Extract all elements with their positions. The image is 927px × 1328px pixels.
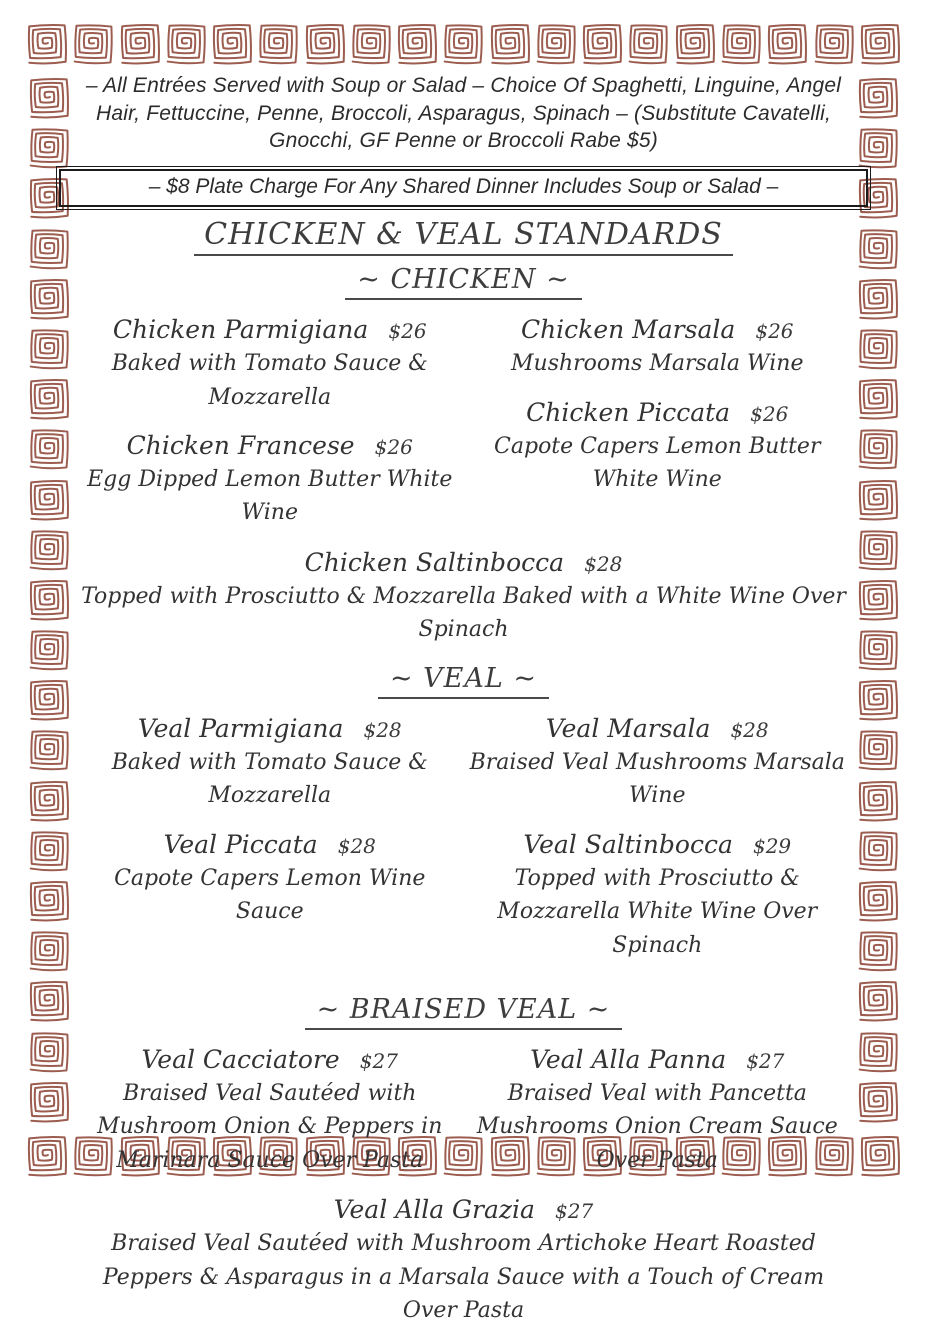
spiral-icon [25, 376, 72, 423]
menu-item-chicken-saltinbocca [76, 548, 851, 647]
spiral-icon [301, 21, 348, 68]
item-price: $28 [584, 551, 623, 576]
menu-item-veal-alla-panna [468, 1045, 848, 1177]
page-title: CHICKEN & VEAL STANDARDS [194, 217, 733, 256]
item-description: Braised Veal Mushrooms Marsala Wine [469, 749, 845, 809]
spiral-icon [23, 1133, 70, 1180]
menu-content [76, 72, 851, 1328]
chicken-right-column [464, 315, 852, 530]
item-price: $28 [363, 717, 402, 742]
spiral-icon [26, 427, 72, 473]
veal-right-column [464, 714, 852, 962]
item-description: Capote Capers Lemon Wine Sauce [114, 865, 426, 925]
spiral-icon [854, 276, 901, 323]
item-price: $26 [755, 319, 794, 344]
spiral-icon [854, 477, 901, 524]
spiral-icon [854, 878, 901, 925]
item-price: $27 [555, 1199, 594, 1224]
section-heading-braised-veal: ~ BRAISED VEAL ~ [305, 994, 623, 1030]
braised-right-column [464, 1045, 852, 1177]
item-name: Veal Cacciatore [141, 1044, 340, 1074]
item-description: Baked with Tomato Sauce & Mozzarella [111, 749, 428, 809]
decorative-border-left [24, 76, 74, 1126]
item-name: Veal Alla Panna [530, 1044, 727, 1074]
item-name: Veal Piccata [163, 829, 318, 859]
spiral-icon [854, 979, 901, 1026]
spiral-icon [116, 21, 163, 68]
braised-veal-columns [76, 1045, 851, 1177]
spiral-icon [854, 376, 901, 423]
spiral-icon [854, 1079, 901, 1126]
item-name: Chicken Parmigiana [112, 315, 369, 345]
spiral-icon [579, 21, 626, 68]
menu-item-veal-piccata [80, 830, 460, 929]
spiral-icon [855, 527, 901, 573]
menu-item-veal-parmigiana [80, 714, 460, 813]
item-name: Veal Parmigiana [137, 713, 344, 743]
spiral-icon [856, 21, 903, 68]
menu-item-chicken-piccata [468, 398, 848, 497]
spiral-icon [486, 21, 533, 68]
spiral-icon [25, 979, 72, 1026]
item-description: Baked with Tomato Sauce & Mozzarella [111, 351, 428, 410]
decorative-border-top [24, 20, 903, 70]
spiral-icon [25, 477, 72, 524]
item-description: Braised Veal Sautéed with Mushroom Onion & Peppers in Marinara Sauce Over Pasta [97, 1080, 443, 1173]
item-description: Braised Veal Sautéed with Mushroom Artichoke Heart Roasted Peppers & Asparagus in a Marsala Sauce with a Touch of Cream Over Pasta [102, 1231, 825, 1324]
menu-item-veal-cacciatore [80, 1045, 460, 1177]
spiral-icon [533, 22, 579, 68]
spiral-icon [855, 1029, 901, 1075]
veal-columns [76, 714, 851, 962]
spiral-icon [26, 829, 72, 875]
spiral-icon [26, 226, 72, 272]
item-name: Veal Alla Grazia [333, 1195, 535, 1225]
spiral-icon [855, 829, 901, 875]
spiral-icon [26, 728, 72, 774]
item-price: $26 [374, 435, 413, 460]
item-price: $26 [750, 401, 789, 426]
spiral-icon [255, 22, 301, 68]
item-price: $28 [337, 833, 376, 858]
chicken-columns [76, 315, 851, 530]
item-name: Veal Marsala [545, 713, 711, 743]
spiral-icon [26, 1029, 72, 1075]
spiral-icon [25, 878, 72, 925]
braised-left-column [76, 1045, 464, 1177]
spiral-icon [625, 22, 671, 68]
spiral-icon [25, 678, 72, 725]
menu-item-veal-saltinbocca [468, 830, 848, 962]
menu-item-veal-marsala [468, 714, 848, 813]
spiral-icon [856, 1133, 903, 1180]
item-description: Topped with Prosciutto & Mozzarella White Wine Over Spinach [497, 865, 818, 958]
spiral-icon [26, 327, 72, 373]
item-description: Mushrooms Marsala Wine [511, 351, 804, 377]
spiral-icon [671, 21, 718, 68]
decorative-border-right [853, 76, 903, 1126]
item-description: Egg Dipped Lemon Butter White Wine [87, 467, 453, 526]
spiral-icon [854, 75, 901, 122]
plate-charge-text: – $8 Plate Charge For Any Shared Dinner Includes Soup or Salad – [148, 175, 779, 199]
spiral-icon [163, 22, 209, 68]
section-heading-chicken: ~ CHICKEN ~ [345, 264, 581, 300]
spiral-icon [855, 327, 901, 373]
spiral-icon [25, 577, 72, 624]
spiral-icon [208, 21, 255, 68]
spiral-icon [854, 577, 901, 624]
menu-item-chicken-francese [80, 431, 460, 530]
entrees-notice: – All Entrées Served with Soup or Salad – Choice Of Spaghetti, Linguine, Angel Hair, Fettuccine, Penne, Broccoli, Asparagus, Spinach – (Substitute Cavatelli, Gnocchi, GF Penne or Broccoli Rabe $5) [85, 74, 842, 153]
item-price: $28 [730, 717, 769, 742]
spiral-icon [26, 929, 72, 975]
item-description: Topped with Prosciutto & Mozzarella Baked with a White Wine Over Spinach [81, 583, 846, 643]
spiral-icon [764, 21, 811, 68]
spiral-icon [440, 22, 486, 68]
item-name: Chicken Francese [126, 431, 355, 461]
item-price: $27 [359, 1048, 398, 1073]
spiral-icon [26, 628, 72, 674]
spiral-icon [855, 628, 901, 674]
spiral-icon [26, 527, 72, 573]
chicken-left-column [76, 315, 464, 530]
plate-charge-box-inner [59, 169, 868, 207]
spiral-icon [854, 678, 901, 725]
item-price: $27 [746, 1048, 785, 1073]
item-name: Veal Saltinbocca [523, 829, 733, 859]
item-price: $26 [388, 319, 427, 344]
item-name: Chicken Marsala [520, 315, 736, 345]
spiral-icon [855, 427, 901, 473]
menu-item-veal-alla-grazia [76, 1195, 851, 1327]
spiral-icon [25, 75, 72, 122]
plate-charge-box [56, 166, 871, 210]
section-heading-veal: ~ VEAL ~ [378, 663, 549, 699]
spiral-icon [25, 778, 72, 825]
item-price: $29 [752, 833, 792, 858]
spiral-icon [854, 778, 901, 825]
menu-item-chicken-parmigiana [80, 315, 460, 414]
item-description: Braised Veal with Pancetta Mushrooms Onion Cream Sauce Over Pasta [476, 1080, 838, 1173]
spiral-icon [855, 728, 901, 774]
spiral-icon [855, 929, 901, 975]
veal-left-column [76, 714, 464, 962]
spiral-icon [718, 22, 764, 68]
spiral-icon [25, 1079, 72, 1126]
spiral-icon [25, 276, 72, 323]
spiral-icon [393, 21, 440, 68]
spiral-icon [855, 226, 901, 272]
item-name: Chicken Saltinbocca [304, 547, 565, 577]
spiral-icon [810, 22, 856, 68]
spiral-icon [70, 22, 116, 68]
item-description: Capote Capers Lemon Butter White Wine [494, 433, 821, 493]
spiral-icon [23, 21, 70, 68]
menu-item-chicken-marsala [468, 315, 848, 380]
spiral-icon [348, 22, 394, 68]
item-name: Chicken Piccata [526, 397, 731, 427]
